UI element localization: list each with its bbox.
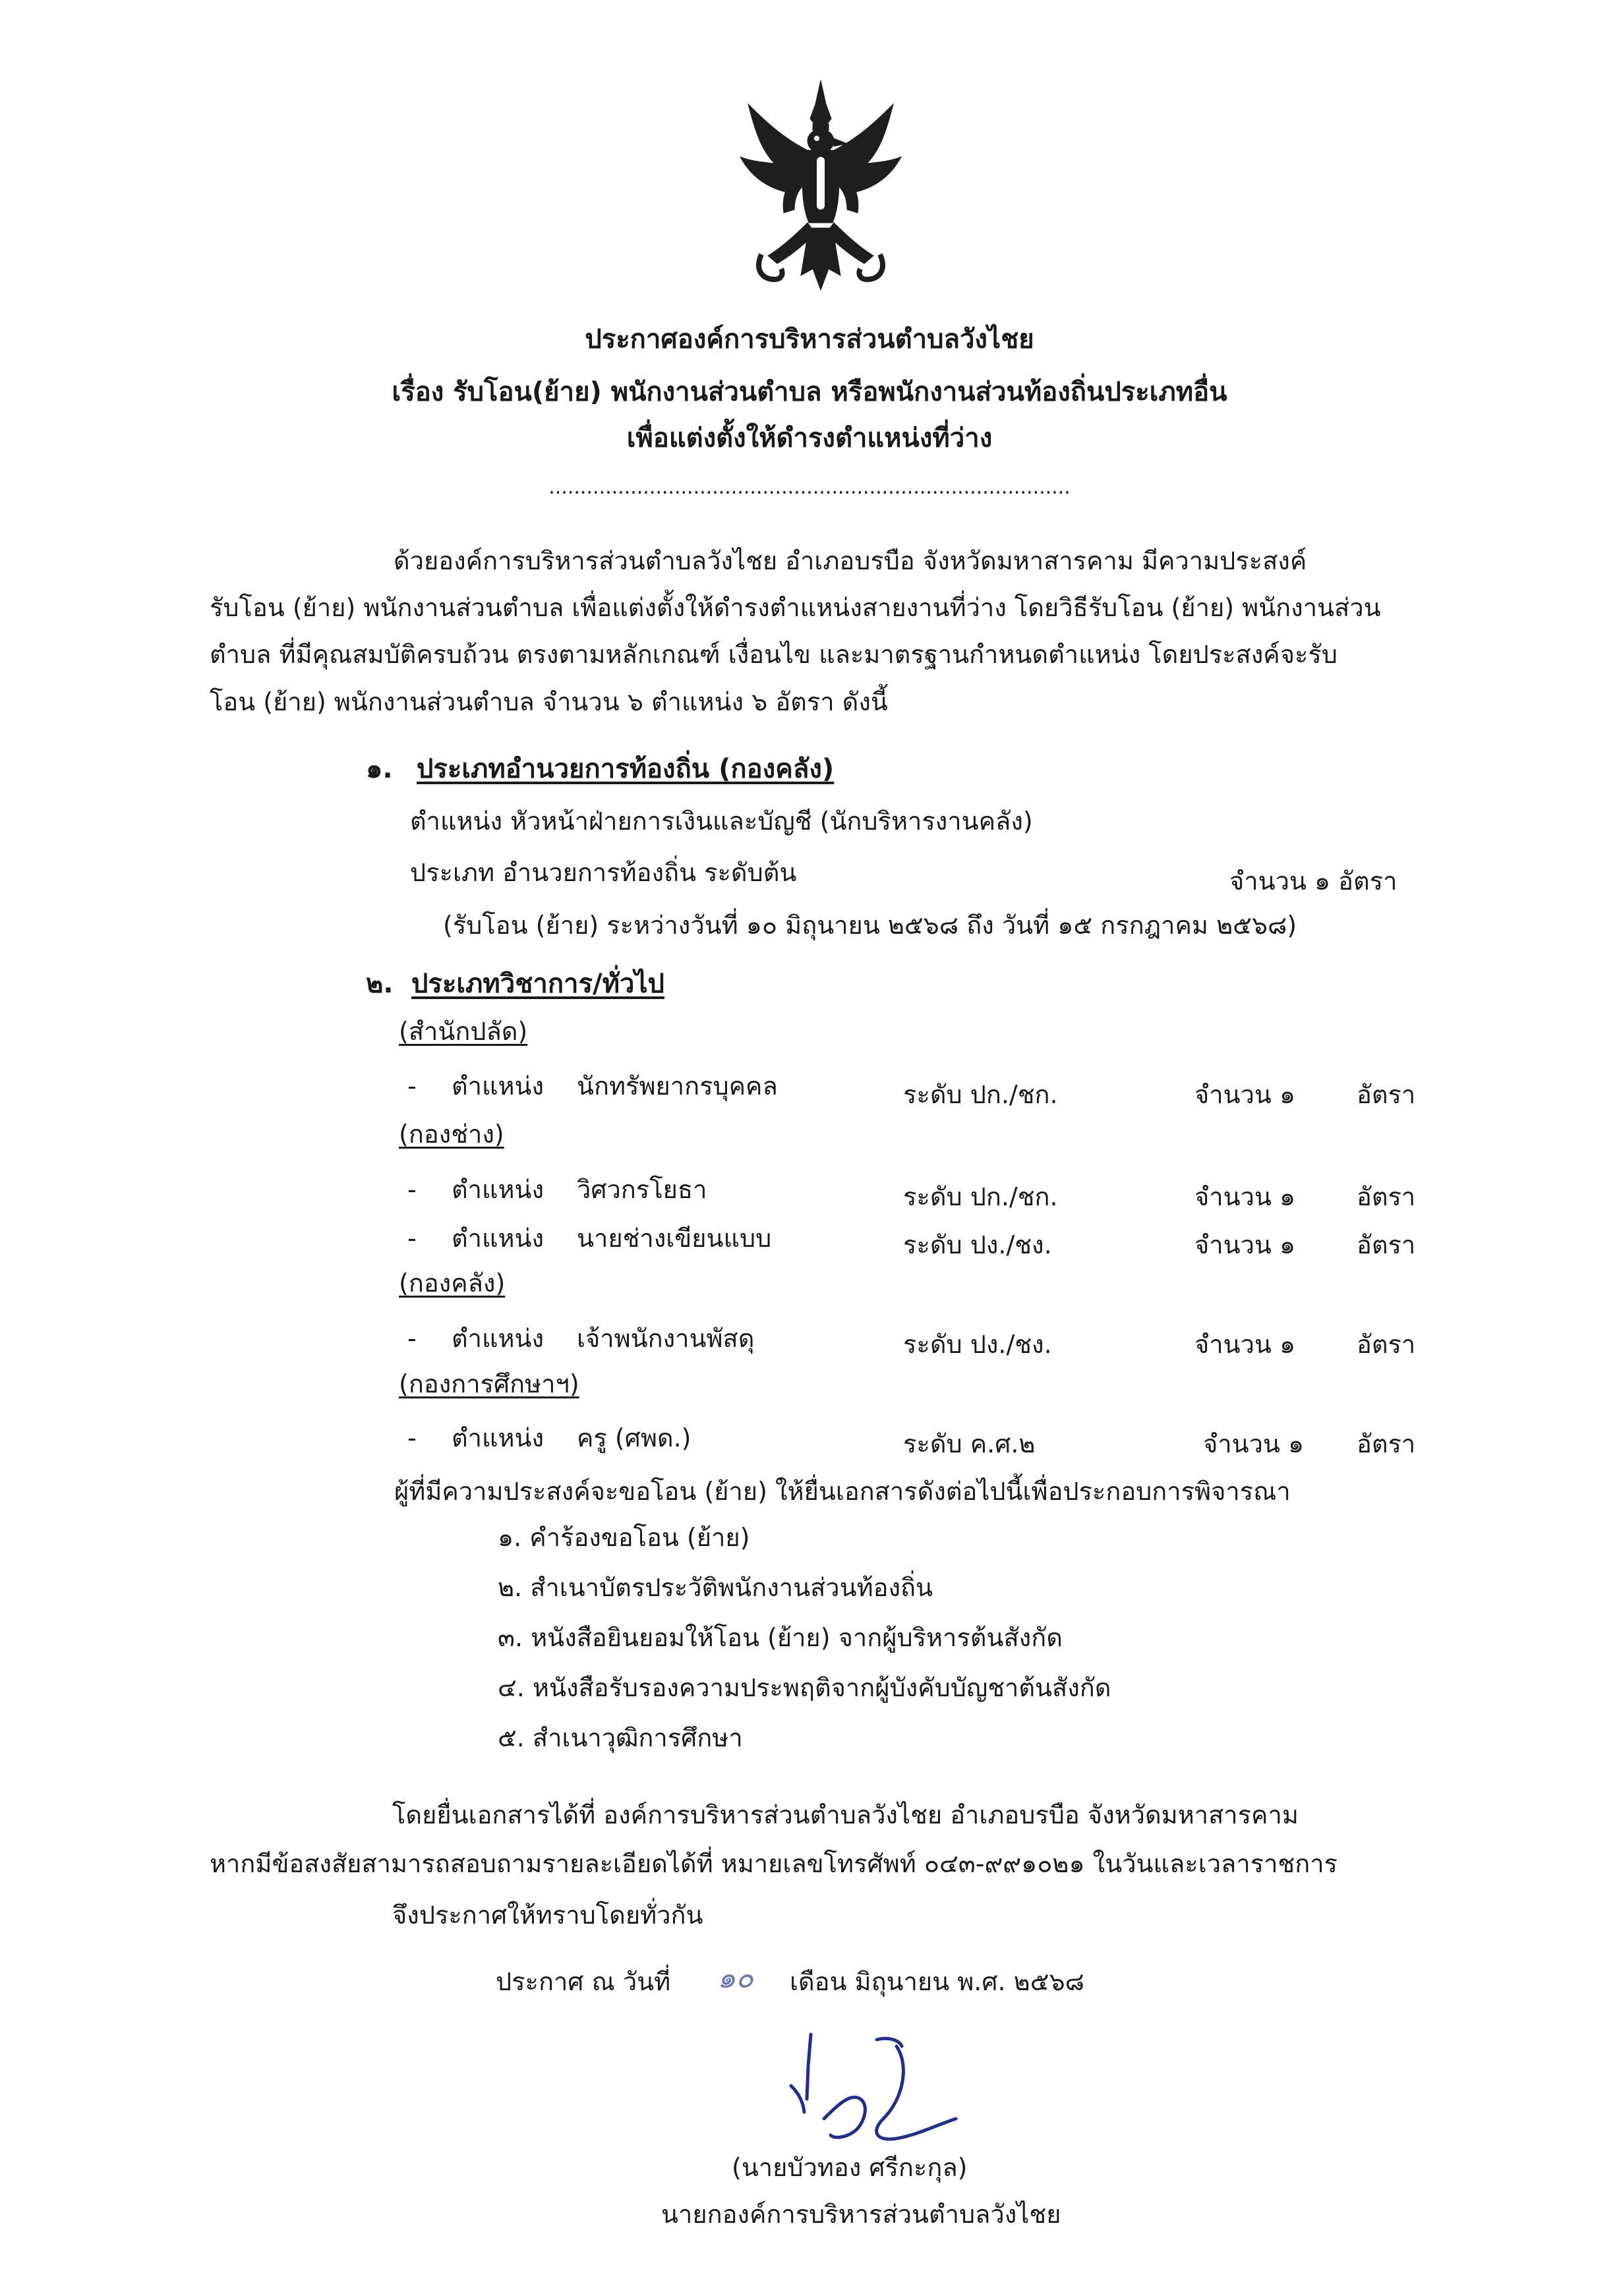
section1-count: จำนวน ๑ อัตรา xyxy=(1229,867,1398,896)
position-title: นักทรัพยากรบุคคล xyxy=(577,1072,778,1101)
position-dash: - xyxy=(407,1224,417,1253)
position-count: จำนวน ๑ xyxy=(1194,1330,1296,1359)
announcement-date-prefix: ประกาศ ณ วันที่ xyxy=(496,1967,671,1996)
position-dash: - xyxy=(407,1324,417,1353)
document-item: ๔. หนังสือรับรองความประพฤติจากผู้บังคับบัญชาต้นสังกัด xyxy=(498,1673,1111,1702)
section2-heading: ประเภทวิชาการ/ทั่วไป xyxy=(411,969,664,999)
section1-position: ตำแหน่ง หัวหน้าฝ่ายการเงินและบัญชี (นักบริหารงานคลัง) xyxy=(410,807,1033,836)
garuda-emblem xyxy=(735,78,906,295)
position-title: ครู (ศพด.) xyxy=(577,1423,692,1452)
announcement-date-suffix: เดือน มิถุนายน พ.ศ. ๒๕๖๘ xyxy=(790,1967,1084,1996)
intro-line: โอน (ย้าย) พนักงานส่วนตำบล จำนวน ๖ ตำแหน่ง ๖ อัตรา ดังนี้ xyxy=(210,687,888,716)
header-divider: ................................................................................... xyxy=(548,476,1071,499)
position-title: นายช่างเขียนแบบ xyxy=(577,1224,772,1253)
document-item: ๒. สำเนาบัตรประวัติพนักงานส่วนท้องถิ่น xyxy=(498,1573,933,1602)
section1-number: ๑. xyxy=(366,754,393,784)
document-item: ๓. หนังสือยินยอมให้โอน (ย้าย) จากผู้บริหารต้นสังกัด xyxy=(498,1623,1063,1652)
section1-period: (รับโอน (ย้าย) ระหว่างวันที่ ๑๐ มิถุนายน ๒๕๖๘ ถึง วันที่ ๑๕ กรกฎาคม ๒๕๖๘) xyxy=(443,911,1297,940)
position-label: ตำแหน่ง xyxy=(452,1224,545,1253)
handwritten-signature xyxy=(778,2026,976,2148)
position-label: ตำแหน่ง xyxy=(452,1175,545,1204)
position-unit: อัตรา xyxy=(1357,1330,1416,1359)
intro-line: ตำบล ที่มีคุณสมบัติครบถ้วน ตรงตามหลักเกณฑ์ เงื่อนไข และมาตรฐานกำหนดตำแหน่ง โดยประสงค์จะรับ xyxy=(210,640,1338,669)
position-unit: อัตรา xyxy=(1357,1182,1416,1211)
position-level: ระดับ ปง./ชง. xyxy=(903,1230,1052,1259)
section1-type: ประเภท อำนวยการท้องถิ่น ระดับต้น xyxy=(410,858,797,887)
intro-line: ด้วยองค์การบริหารส่วนตำบลวังไชย อำเภอบรบือ จังหวัดมหาสารคาม มีความประสงค์ xyxy=(394,546,1307,575)
position-count: จำนวน ๑ xyxy=(1194,1080,1296,1109)
department-label: (กองการศึกษาฯ) xyxy=(399,1369,579,1398)
department-label: (สำนักปลัด) xyxy=(399,1017,528,1046)
position-count: จำนวน ๑ xyxy=(1194,1182,1296,1211)
position-count: จำนวน ๑ xyxy=(1203,1429,1305,1458)
document-item: ๕. สำเนาวุฒิการศึกษา xyxy=(498,1723,743,1752)
signatory-name: (นายบัวทอง ศรีกะกุล) xyxy=(732,2153,968,2182)
position-unit: อัตรา xyxy=(1357,1230,1416,1259)
position-dash: - xyxy=(407,1072,417,1101)
intro-line: รับโอน (ย้าย) พนักงานส่วนตำบล เพื่อแต่งตั้งให้ดำรงตำแหน่งสายงานที่ว่าง โดยวิธีรับโอน (ย้าย) พนักงานส่วน xyxy=(210,593,1381,622)
position-title: เจ้าพนักงานพัสดุ xyxy=(577,1324,755,1353)
position-unit: อัตรา xyxy=(1357,1429,1416,1458)
position-dash: - xyxy=(407,1423,417,1452)
position-level: ระดับ ปง./ชง. xyxy=(903,1330,1052,1359)
announcement-subject: เรื่อง รับโอน(ย้าย) พนักงานส่วนตำบล หรือพนักงานส่วนท้องถิ่นประเภทอื่น xyxy=(392,377,1227,407)
signatory-position: นายกองค์การบริหารส่วนตำบลวังไชย xyxy=(661,2200,1061,2229)
position-unit: อัตรา xyxy=(1357,1080,1416,1109)
section1-heading: ประเภทอำนวยการท้องถิ่น (กองคลัง) xyxy=(417,754,835,784)
position-level: ระดับ ปก./ชก. xyxy=(903,1182,1058,1211)
position-label: ตำแหน่ง xyxy=(452,1324,545,1353)
position-dash: - xyxy=(407,1175,417,1204)
submission-line: โดยยื่นเอกสารได้ที่ องค์การบริหารส่วนตำบลวังไชย อำเภอบรบือ จังหวัดมหาสารคาม xyxy=(392,1800,1299,1829)
announcement-title: ประกาศองค์การบริหารส่วนตำบลวังไชย xyxy=(585,324,1034,355)
position-level: ระดับ ค.ศ.๒ xyxy=(903,1429,1036,1458)
document-item: ๑. คำร้องขอโอน (ย้าย) xyxy=(498,1523,750,1552)
position-label: ตำแหน่ง xyxy=(452,1072,545,1101)
section2-number: ๒. xyxy=(366,969,394,999)
position-label: ตำแหน่ง xyxy=(452,1423,545,1452)
position-count: จำนวน ๑ xyxy=(1194,1230,1296,1259)
department-label: (กองคลัง) xyxy=(399,1269,506,1298)
handwritten-day: ๑๐ xyxy=(717,1961,753,1995)
position-title: วิศวกรโยธา xyxy=(577,1175,707,1204)
documents-intro: ผู้ที่มีความประสงค์จะขอโอน (ย้าย) ให้ยื่นเอกสารดังต่อไปนี้เพื่อประกอบการพิจารณา xyxy=(394,1477,1291,1506)
position-level: ระดับ ปก./ชก. xyxy=(903,1080,1058,1109)
submission-line: หากมีข้อสงสัยสามารถสอบถามรายละเอียดได้ที่ หมายเลขโทรศัพท์ ๐๔๓-๙๙๑๐๒๑ ในวันและเวลาราชการ xyxy=(210,1849,1338,1878)
department-label: (กองช่าง) xyxy=(399,1120,504,1149)
announcement-subject-continued: เพื่อแต่งตั้งให้ดำรงตำแหน่งที่ว่าง xyxy=(626,423,993,453)
closing-statement: จึงประกาศให้ทราบโดยทั่วกัน xyxy=(392,1901,703,1930)
